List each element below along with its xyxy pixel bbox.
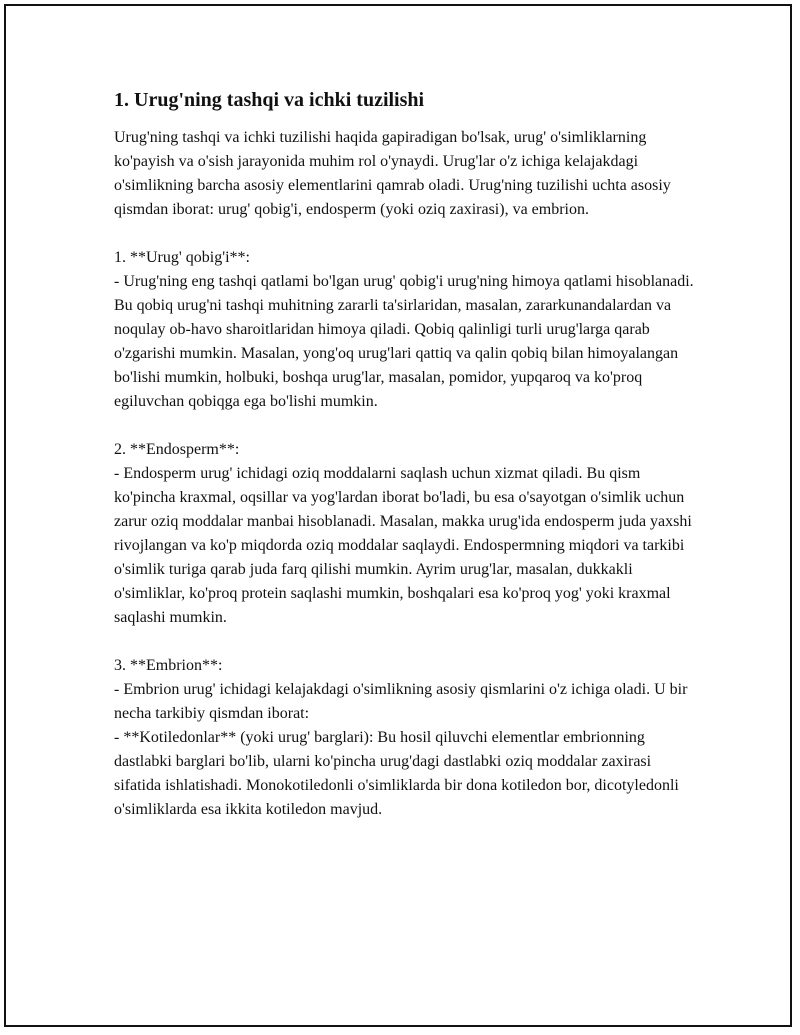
- paragraph-gap: [114, 630, 694, 654]
- section-2-body: - Endosperm urug' ichidagi oziq moddalarni saqlash uchun xizmat qiladi. Bu qism ko'pincha kraxmal, oqsillar va yog'lardan iborat bo'ladi, bu esa o'sayotgan o'simlik uchun zarur oziq moddalar manbai hisoblanadi. Masalan, makka urug'ida endosperm juda yaxshi rivojlangan va ko'p miqdorda oziq moddalar saqlaydi. Endospermning miqdori va tarkibi o'simlik turiga qarab juda farq qilishi mumkin. Ayrim urug'lar, masalan, dukkakli o'simliklar, ko'proq protein saqlashi mumkin, boshqalari esa ko'proq yog' yoki kraxmal saqlashi mumkin.: [114, 465, 692, 626]
- document-content: [114, 86, 694, 822]
- document-title: 1. Urug'ning tashqi va ichki tuzilishi: [114, 89, 425, 111]
- section-3-subitem: - **Kotiledonlar** (yoki urug' barglari): Bu hosil qiluvchi elementlar embrionning dastlabki barglari bo'lib, ularni ko'pincha urug'dagi dastlabki oziq moddalar zaxirasi sifatida ishlatishadi. Monokotiledonli o'simliklarda bir dona kotiledon bor, dicotyledonli o'simliklarda esa ikkita kotiledon mavjud.: [114, 729, 679, 818]
- section-1-body: - Urug'ning eng tashqi qatlami bo'lgan urug' qobig'i urug'ning himoya qatlami hisoblanadi. Bu qobiq urug'ni tashqi muhitning zararli ta'sirlaridan, masalan, zararkunandalardan va noqulay ob-havo sharoitlaridan himoya qiladi. Qobiq qalinligi turli urug'larga qarab o'zgarishi mumkin. Masalan, yong'oq urug'lari qattiq va qalin qobiq bilan himoyalangan bo'lishi mumkin, holbuki, boshqa urug'lar, masalan, pomidor, yupqaroq va ko'proq egiluvchan qobiqga ega bo'lishi mumkin.: [114, 273, 694, 410]
- paragraph-gap: [114, 222, 694, 246]
- intro-paragraph: Urug'ning tashqi va ichki tuzilishi haqida gapiradigan bo'lsak, urug' o'simliklarning ko'payish va o'sish jarayonida muhim rol o'ynaydi. Urug'lar o'z ichiga kelajakdagi o'simlikning barcha asosiy elementlarini qamrab oladi. Urug'ning tuzilishi uchta asosiy qismdan iborat: urug' qobig'i, endosperm (yoki oziq zaxirasi), va embrion.: [114, 129, 671, 218]
- section-3-body: - Embrion urug' ichidagi kelajakdagi o'simlikning asosiy qismlarini o'z ichiga oladi. U bir necha tarkibiy qismdan iborat:: [114, 681, 688, 722]
- section-2-heading: 2. **Endosperm**:: [114, 441, 240, 458]
- section-1-heading: 1. **Urug' qobig'i**:: [114, 249, 250, 266]
- paragraph-gap: [114, 414, 694, 438]
- section-3-heading: 3. **Embrion**:: [114, 657, 223, 674]
